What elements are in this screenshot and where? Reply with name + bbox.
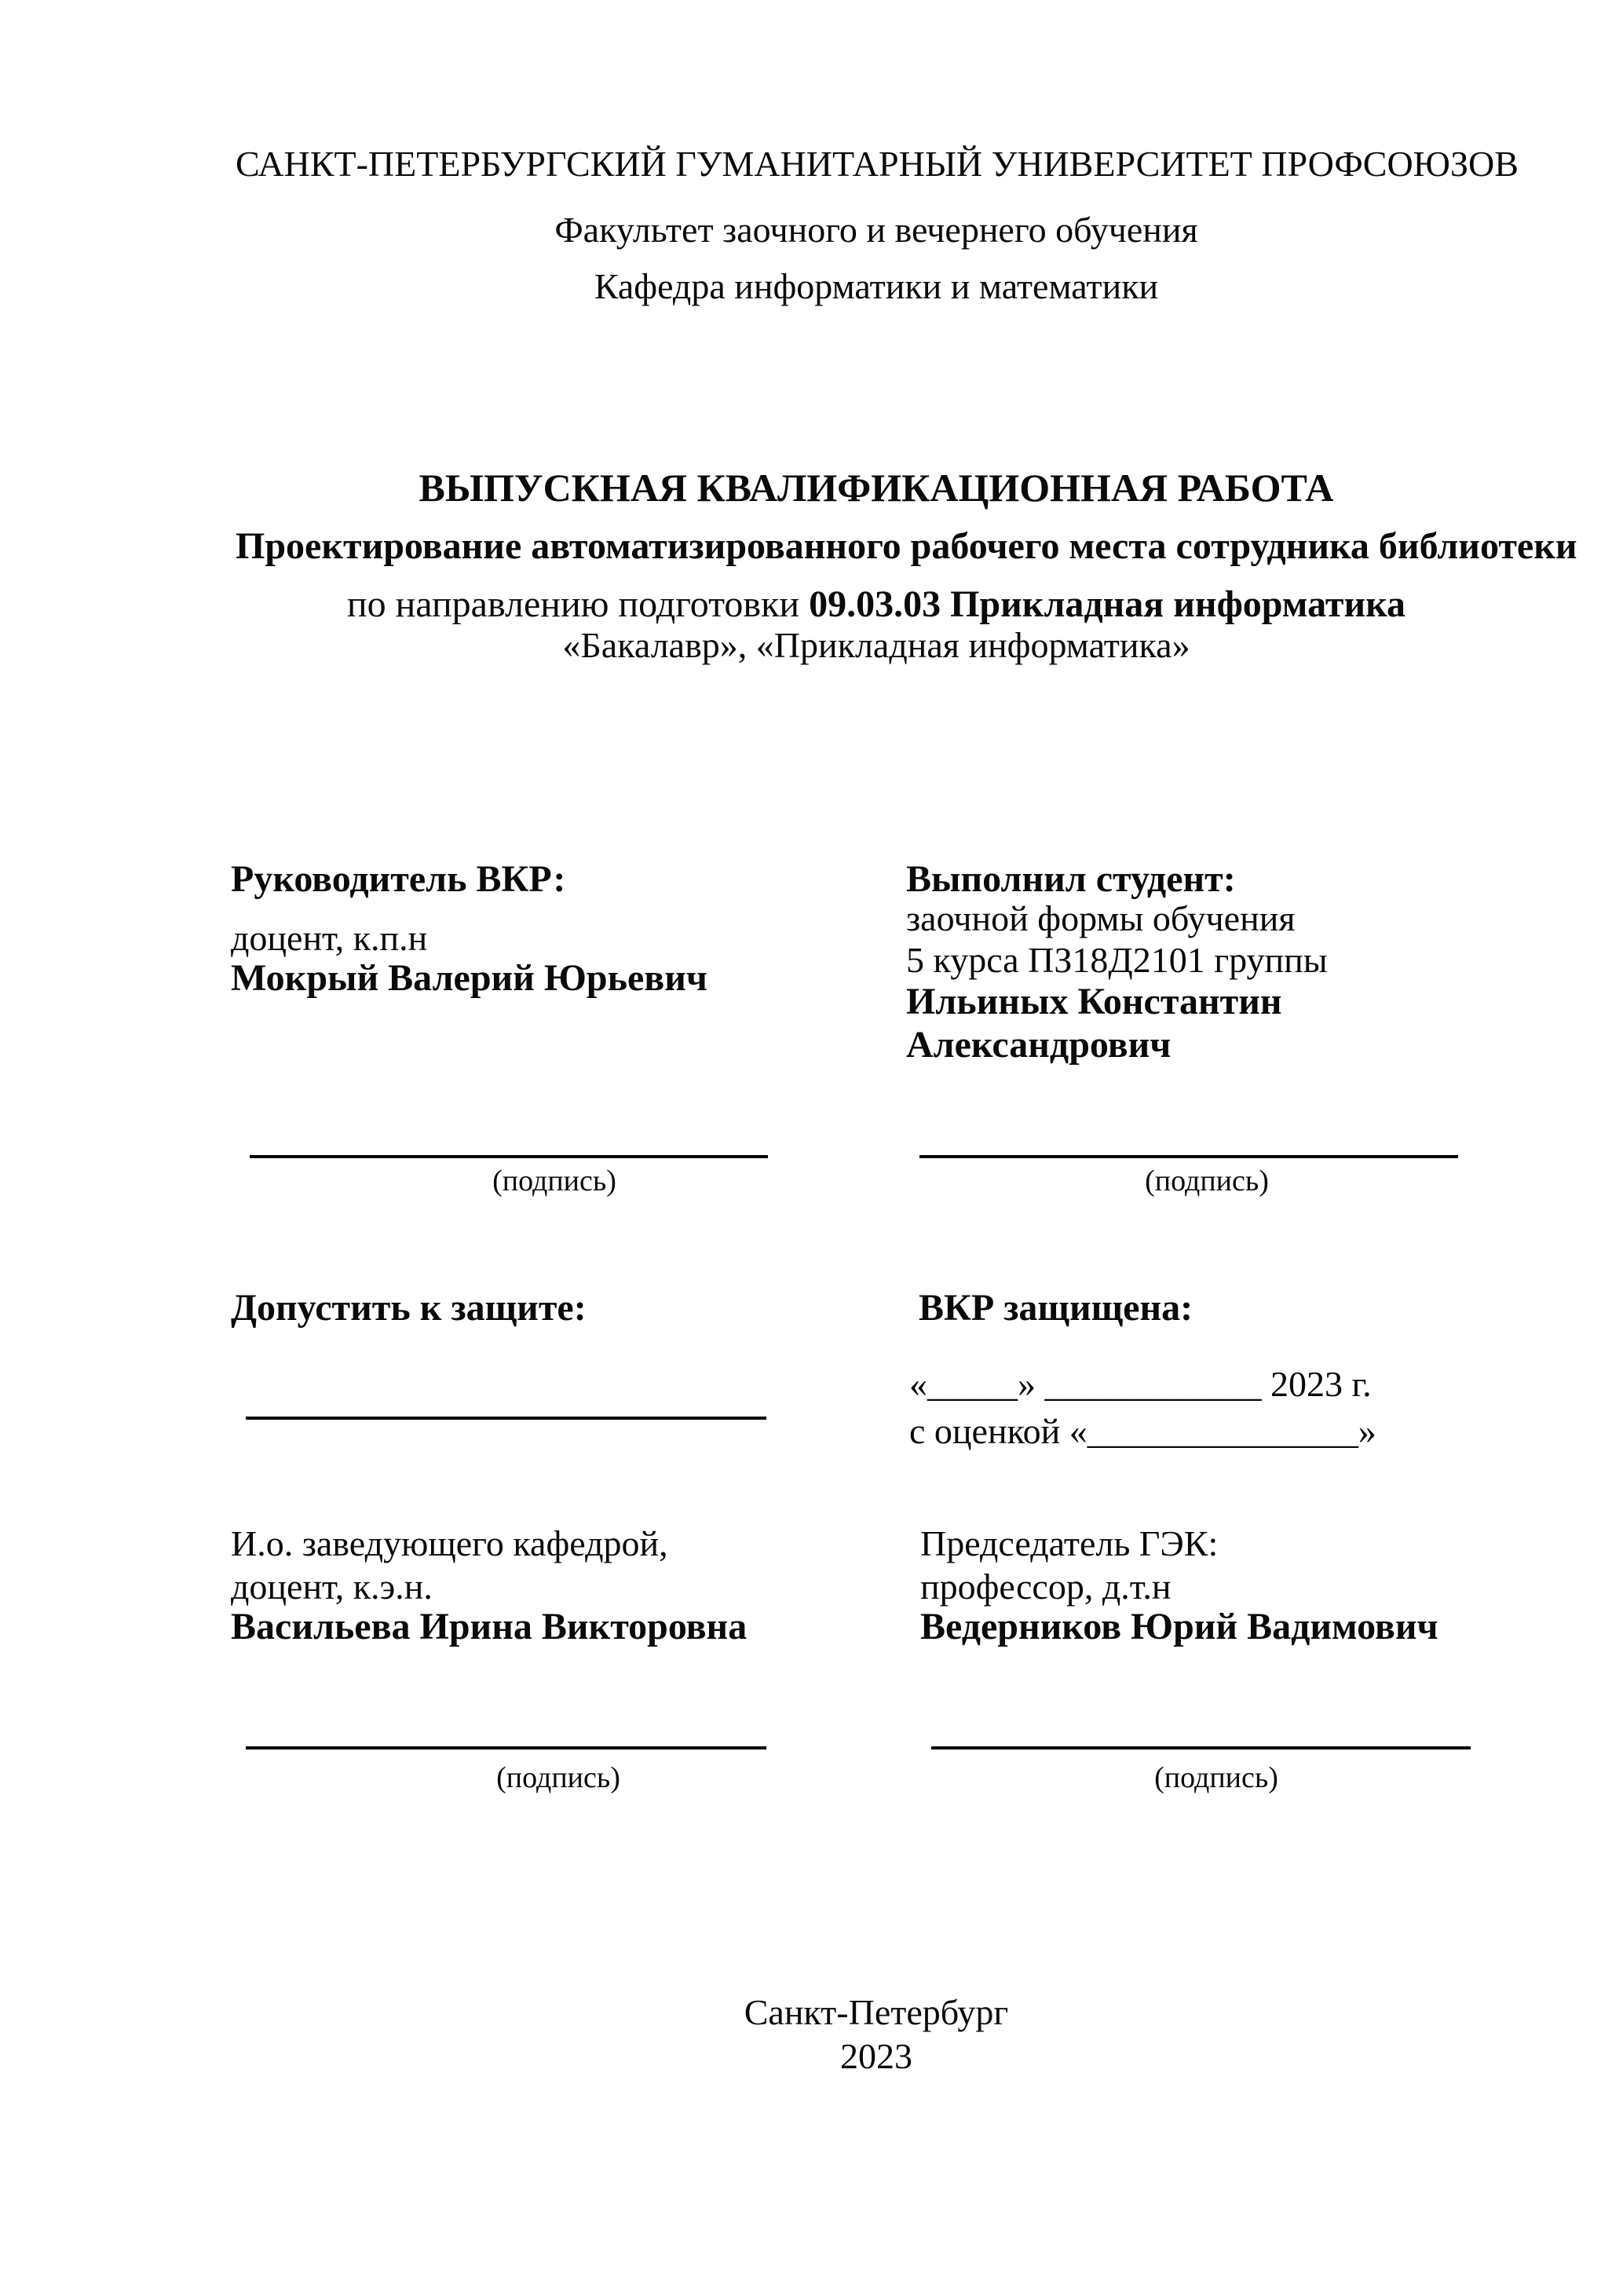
head-position-line2: доцент, к.э.н.: [231, 1567, 433, 1607]
student-name-line2: Александрович: [906, 1024, 1172, 1066]
footer-city: Санкт-Петербург: [744, 1992, 1009, 2032]
student-name-line1: Ильиных Константин: [906, 981, 1282, 1022]
admission-label: Допустить к защите:: [231, 1287, 587, 1329]
defense-label: ВКР защищена:: [919, 1287, 1193, 1329]
student-study-form: заочной формы обучения: [906, 898, 1296, 938]
work-type-title: ВЫПУСКНАЯ КВАЛИФИКАЦИОННАЯ РАБОТА: [419, 466, 1334, 510]
student-signature-caption: (подпись): [1145, 1164, 1269, 1197]
student-group: 5 курса ПЗ18Д2101 группы: [906, 940, 1328, 980]
supervisor-degree: доцент, к.п.н: [231, 918, 428, 958]
defense-date-line: «_____» ____________ 2023 г.: [909, 1364, 1372, 1404]
student-signature-line: [919, 1155, 1458, 1158]
admission-signature-line: [246, 1417, 766, 1420]
header-department: Кафедра информатики и математики: [594, 266, 1159, 306]
supervisor-label: Руководитель ВКР:: [231, 858, 566, 900]
direction-code: 09.03.03 Прикладная информатика: [809, 583, 1406, 625]
head-name: Васильева Ирина Викторовна: [231, 1606, 748, 1647]
direction-line: [236, 583, 1517, 625]
chairman-label: Председатель ГЭК:: [920, 1523, 1219, 1563]
direction-prefix: по направлению подготовки: [346, 583, 810, 625]
chairman-name: Ведерников Юрий Вадимович: [920, 1606, 1438, 1647]
footer-year: 2023: [840, 2036, 912, 2076]
qualification-line: «Бакалавр», «Прикладная информатика»: [562, 625, 1190, 665]
chairman-signature-caption: (подпись): [1154, 1761, 1278, 1794]
header-university: САНКТ-ПЕТЕРБУРГСКИЙ ГУМАНИТАРНЫЙ УНИВЕРСИТЕТ ПРОФСОЮЗОВ: [236, 144, 1519, 184]
thesis-title: Проектирование автоматизированного рабочего места сотрудника библиотеки: [236, 525, 1577, 567]
supervisor-name: Мокрый Валерий Юрьевич: [231, 957, 707, 999]
supervisor-signature-caption: (подпись): [492, 1164, 616, 1197]
head-position-line1: И.о. заведующего кафедрой,: [231, 1523, 668, 1563]
supervisor-signature-line: [250, 1155, 768, 1158]
chairman-signature-line: [931, 1746, 1471, 1749]
header-faculty: Факультет заочного и вечернего обучения: [554, 210, 1198, 250]
defense-grade-line: с оценкой «_______________»: [909, 1411, 1376, 1451]
student-label: Выполнил студент:: [906, 858, 1236, 900]
chairman-degree: профессор, д.т.н: [920, 1567, 1172, 1607]
head-signature-caption: (подпись): [496, 1761, 620, 1794]
head-signature-line: [246, 1746, 766, 1749]
